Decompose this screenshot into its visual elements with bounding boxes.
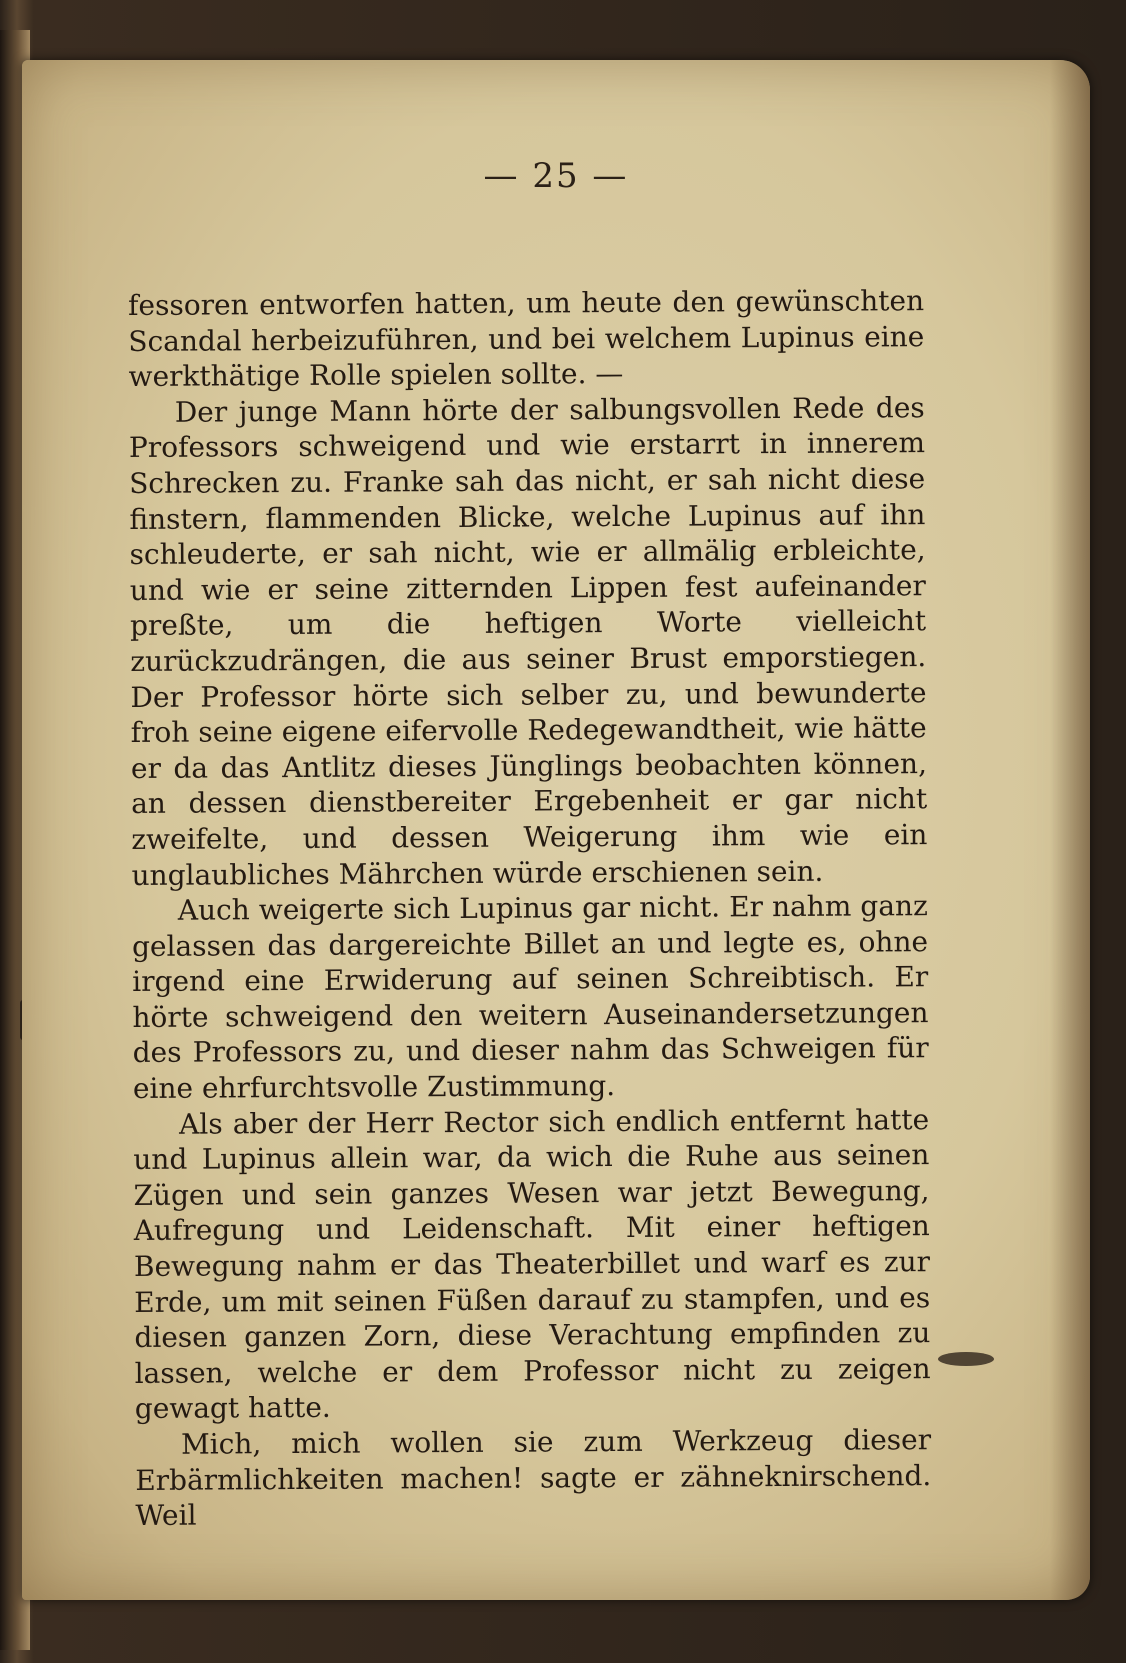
paragraph: Mich, mich wollen sie zum Werkzeug dieser Erbärmlichkeiten machen! sagte er zähneknirschend. Weil	[135, 1423, 932, 1533]
paragraph: Der junge Mann hörte der salbungsvollen Rede des Professors schweigend und wie erstarrt in innerem Schrecken zu. Franke sah das nicht, er sah nicht diese finstern, flammenden Blicke, welche Lupinus auf ihn schleuderte, er sah nicht, wie er allmälig erbleichte, und wie er seine zitternden Lippen fest aufeinander preßte, um die heftigen Worte vielleicht zurückzudrängen, die aus seiner Brust emporstiegen. Der Professor hörte sich selber zu, und bewunderte froh seine eigene eifervolle Redegewandtheit, wie hätte er da das Antlitz dieses Jünglings beobachten können, an dessen dienstbereiter Ergebenheit er gar nicht zweifelte, und dessen Weigerung ihm wie ein unglaubliches Mährchen würde erschienen sein.	[128, 390, 928, 892]
page-body-text	[128, 283, 932, 1534]
paragraph: fessoren entworfen hatten, um heute den gewünschten Scandal herbeizuführen, und bei welchem Lupinus eine werkthätige Rolle spielen sollte. —	[128, 284, 925, 394]
paragraph: Auch weigerte sich Lupinus gar nicht. Er nahm ganz gelassen das dargereichte Billet an und legte es, ohne irgend eine Erwiderung auf seinen Schreibtisch. Er hörte schweigend den weitern Auseinandersetzungen des Professors zu, und dieser nahm das Schweigen für eine ehrfurchtsvolle Zustimmung.	[131, 889, 929, 1106]
page-edge-shadow	[1050, 60, 1090, 1600]
paragraph: Als aber der Herr Rector sich endlich entfernt hatte und Lupinus allein war, da wich die Ruhe aus seinen Zügen und sein ganzes Wesen war jetzt Bewegung, Aufregung und Leidenschaft. Mit einer heftigen Bewegung nahm er das Theaterbillet und warf es zur Erde, um mit seinen Füßen darauf zu stampfen, und es diesen ganzen Zorn, diese Verachtung empfinden zu lassen, welche er dem Professor nicht zu zeigen gewagt hatte.	[133, 1102, 931, 1426]
page-number: — 25 —	[483, 156, 629, 196]
ink-stain	[938, 1352, 994, 1366]
book-page	[22, 60, 1090, 1600]
